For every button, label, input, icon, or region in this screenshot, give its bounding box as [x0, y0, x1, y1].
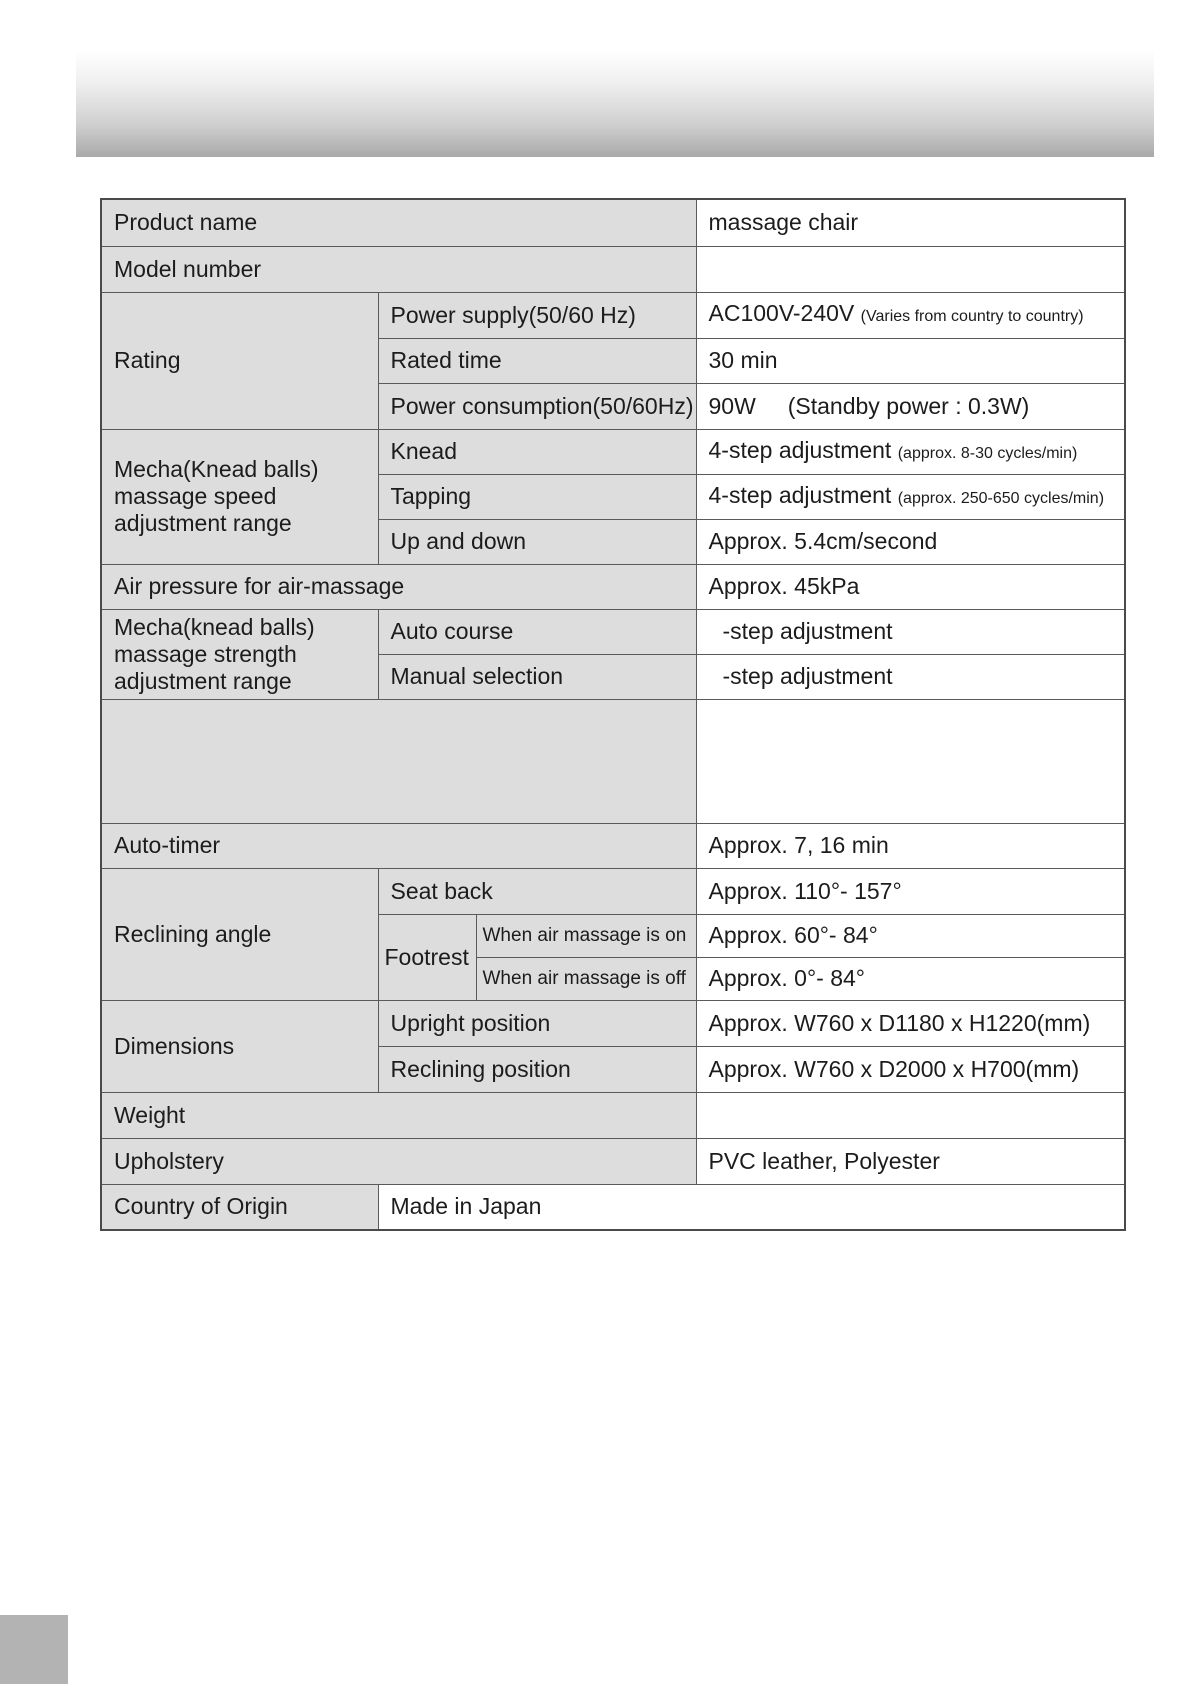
auto-timer-value: Approx. 7, 16 min [696, 823, 1125, 868]
speed-range-label [101, 429, 378, 564]
row-auto-timer [101, 823, 1125, 868]
strength-range-label [101, 609, 378, 699]
product-name-label: Product name [101, 199, 696, 246]
power-supply-value [696, 292, 1125, 338]
manual-selection-text: -step adjustment [722, 663, 893, 689]
auto-course-label: Auto course [378, 609, 696, 654]
power-consumption-label: Power consumption(50/60Hz) [378, 383, 696, 429]
row-weight [101, 1092, 1125, 1138]
upright-position-value: Approx. W760 x D1180 x H1220(mm) [696, 1000, 1125, 1046]
upholstery-label: Upholstery [101, 1138, 696, 1184]
row-country-of-origin [101, 1184, 1125, 1230]
page-number-tab [0, 1615, 68, 1684]
row-knead [101, 429, 1125, 474]
auto-timer-label: Auto-timer [101, 823, 696, 868]
auto-course-value [696, 609, 1125, 654]
model-number-label: Model number [101, 246, 696, 292]
strength-range-label-line-2: massage strength [114, 640, 297, 667]
header-band [76, 50, 1154, 157]
footrest-air-off-label: When air massage is off [476, 957, 696, 1000]
tapping-note: (approx. 250-650 cycles/min) [897, 489, 1105, 507]
row-upholstery [101, 1138, 1125, 1184]
seat-back-label: Seat back [378, 868, 696, 914]
rated-time-value: 30 min [696, 338, 1125, 383]
weight-label: Weight [101, 1092, 696, 1138]
product-name-value: massage chair [696, 199, 1125, 246]
up-and-down-label: Up and down [378, 519, 696, 564]
power-consumption-value: 90W (Standby power : 0.3W) [696, 383, 1125, 429]
auto-course-text: -step adjustment [722, 618, 893, 644]
row-power-supply [101, 292, 1125, 338]
model-number-value [696, 246, 1125, 292]
row-air-pressure [101, 564, 1125, 609]
rating-label: Rating [101, 292, 378, 429]
rated-time-label: Rated time [378, 338, 696, 383]
blank-label [101, 699, 696, 823]
tapping-main: 4-step adjustment [708, 481, 892, 508]
knead-label: Knead [378, 429, 696, 474]
strength-range-label-line-3: adjustment range [114, 667, 292, 694]
seat-back-value: Approx. 110°- 157° [696, 868, 1125, 914]
power-supply-label: Power supply(50/60 Hz) [378, 292, 696, 338]
knead-value [696, 429, 1125, 474]
specifications-table [100, 198, 1126, 1231]
reclining-angle-label: Reclining angle [101, 868, 378, 1000]
footrest-air-on-label: When air massage is on [476, 914, 696, 957]
footrest-air-on-value: Approx. 60°- 84° [696, 914, 1125, 957]
row-upright-position [101, 1000, 1125, 1046]
row-seat-back [101, 868, 1125, 914]
dimensions-label: Dimensions [101, 1000, 378, 1092]
up-and-down-value: Approx. 5.4cm/second [696, 519, 1125, 564]
knead-main: 4-step adjustment [708, 436, 892, 463]
tapping-value [696, 474, 1125, 519]
country-of-origin-value: Made in Japan [378, 1184, 1125, 1230]
upholstery-value: PVC leather, Polyester [696, 1138, 1125, 1184]
air-pressure-value: Approx. 45kPa [696, 564, 1125, 609]
footrest-air-off-value: Approx. 0°- 84° [696, 957, 1125, 1000]
speed-range-label-line-1: Mecha(Knead balls) [114, 456, 319, 482]
knead-note: (approx. 8-30 cycles/min) [897, 444, 1078, 462]
footrest-label: Footrest [378, 914, 476, 1000]
power-supply-note: (Varies from country to country) [860, 308, 1084, 325]
reclining-position-label: Reclining position [378, 1046, 696, 1092]
country-of-origin-label: Country of Origin [101, 1184, 378, 1230]
tapping-label: Tapping [378, 474, 696, 519]
speed-range-label-line-2: massage speed [114, 483, 277, 509]
weight-value [696, 1092, 1125, 1138]
manual-selection-value [696, 654, 1125, 699]
blank-value [696, 699, 1125, 823]
row-product-name [101, 199, 1125, 246]
row-model-number [101, 246, 1125, 292]
reclining-position-value: Approx. W760 x D2000 x H700(mm) [696, 1046, 1125, 1092]
strength-range-label-line-1: Mecha(knead balls) [114, 613, 315, 640]
air-pressure-label: Air pressure for air-massage [101, 564, 696, 609]
speed-range-label-line-3: adjustment range [114, 510, 292, 536]
upright-position-label: Upright position [378, 1000, 696, 1046]
manual-selection-label: Manual selection [378, 654, 696, 699]
row-auto-course [101, 609, 1125, 654]
power-supply-main: AC100V-240V [708, 300, 855, 326]
row-blank [101, 699, 1125, 823]
